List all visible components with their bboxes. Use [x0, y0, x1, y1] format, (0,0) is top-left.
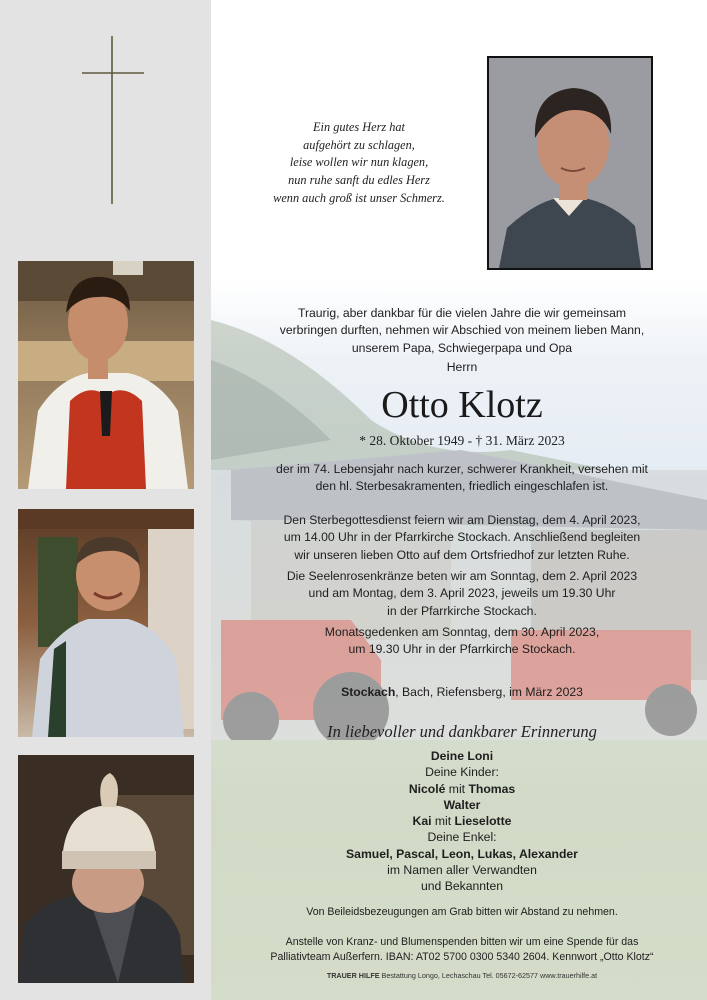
donation-line: Anstelle von Kranz- und Blumenspenden bitten wir um eine Spende für das	[285, 936, 639, 948]
family-partner: Thomas	[468, 781, 516, 796]
memorial-line: um 19.30 Uhr in der Pfarrkirche Stockach.	[348, 642, 576, 657]
funeral-text	[222, 512, 702, 564]
family-grandchildren: Samuel, Pascal, Leon, Lukas, Alexander	[346, 846, 578, 861]
funeral-line: wir unseren lieben Otto auf dem Ortsfriedhof zur letzten Ruhe.	[294, 547, 630, 562]
funeral-line: Den Sterbegottesdienst feiern wir am Dienstag, dem 4. April 2023,	[283, 513, 641, 527]
condolence-note	[222, 905, 702, 920]
family-child: Walter	[443, 797, 481, 812]
sidebar	[0, 0, 211, 1000]
poem-line: aufgehört zu schlagen,	[303, 137, 415, 152]
memorial-line: Monatsgedenken am Sonntag, dem 30. April 2023,	[324, 625, 600, 639]
family-child: Kai	[412, 814, 432, 829]
photo-man-wool-hat	[18, 755, 194, 983]
rosary-line: Die Seelenrosenkränze beten wir am Sonntag, dem 2. April 2023	[286, 569, 638, 583]
place-rest: , Bach, Riefensberg, im März 2023	[395, 685, 583, 699]
intro-text	[222, 305, 702, 376]
condolence-line: Von Beileidsbezeugungen am Grab bitten wir Abstand zu nehmen.	[306, 906, 618, 918]
intro-line: unserem Papa, Schwiegerpapa und Opa	[351, 340, 573, 355]
photo-smiling-man	[18, 509, 194, 737]
funeral-line: um 14.00 Uhr in der Pfarrkirche Stockach. Anschließend begleiten	[283, 530, 641, 545]
intro-line: verbringen durften, nehmen wir Abschied von meinem lieben Mann,	[279, 323, 645, 338]
family-connector: mit	[431, 814, 455, 829]
memorial-text	[222, 624, 702, 659]
footer	[222, 971, 702, 980]
place-date	[222, 684, 702, 701]
family-grandchildren-label: Deine Enkel:	[427, 830, 497, 845]
life-dates: * 28. Oktober 1949 - † 31. März 2023	[359, 433, 565, 448]
donation-note	[222, 935, 702, 965]
photo-young-man-vest	[18, 261, 194, 489]
remembrance-heading: In liebevoller und dankbarer Erinnerung	[327, 722, 597, 741]
family-relatives: und Bekannten	[421, 879, 503, 894]
family-wife: Deine Loni	[430, 749, 494, 763]
footer-text: Bestattung Longo, Lechaschau Tel. 05672-62577 www.trauerhilfe.at	[379, 971, 598, 980]
rosary-text	[222, 568, 702, 620]
passing-text	[222, 461, 702, 496]
passing-line: den hl. Sterbesakramenten, friedlich eingeschlafen ist.	[315, 479, 609, 494]
rosary-line: und am Montag, dem 3. April 2023, jeweils um 19.30 Uhr	[308, 586, 616, 601]
place-bold: Stockach	[341, 685, 396, 699]
cross-icon	[82, 36, 144, 204]
family-list	[222, 748, 702, 895]
donation-line: Palliativteam Außerfern. IBAN: AT02 5700 0300 5340 2604. Kennwort „Otto Klotz“	[270, 951, 654, 963]
intro-line: Traurig, aber dankbar für die vielen Jahre die wir gemeinsam	[297, 306, 627, 320]
poem-line: nun ruhe sanft du edles Herz	[288, 173, 430, 188]
family-partner: Lieselotte	[454, 814, 512, 829]
deceased-name: Otto Klotz	[381, 384, 543, 426]
family-connector: mit	[445, 781, 469, 796]
portrait-photo	[487, 56, 653, 270]
family-children-label: Deine Kinder:	[425, 765, 499, 780]
poem-line: Ein gutes Herz hat	[313, 120, 405, 134]
salutation: Herrn	[446, 359, 478, 374]
passing-line: der im 74. Lebensjahr nach kurzer, schwerer Krankheit, versehen mit	[276, 462, 648, 476]
poem-line: wenn auch groß ist unser Schmerz.	[273, 190, 445, 205]
family-child: Nicolé	[408, 781, 446, 796]
poem-line: leise wollen wir nun klagen,	[289, 155, 429, 170]
rosary-line: in der Pfarrkirche Stockach.	[387, 603, 537, 618]
family-relatives: im Namen aller Verwandten	[387, 863, 537, 878]
footer-brand: TRAUER HILFE	[326, 971, 380, 980]
poem	[240, 119, 478, 208]
